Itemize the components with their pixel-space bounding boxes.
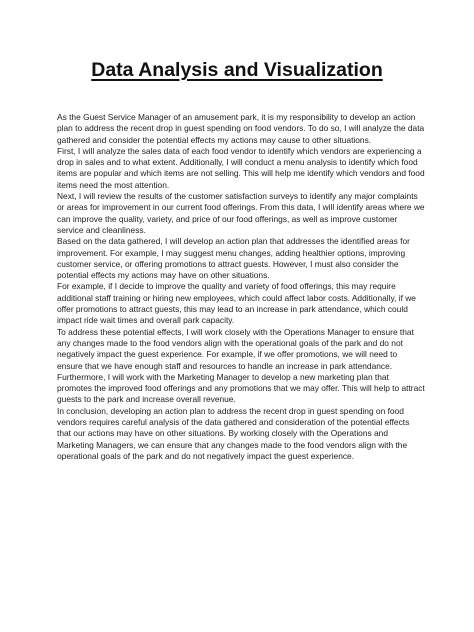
paragraph-survey-review: Next, I will review the results of the customer satisfaction surveys to identify any major complaints or areas for improvement in our current food offerings. From this data, I will identify areas where we can improve the quality, variety, and price of our food offerings, as well as improve customer service and cleanliness. — [57, 191, 425, 235]
document-body — [57, 112, 425, 462]
paragraph-introduction: As the Guest Service Manager of an amusement park, it is my responsibility to develop an action plan to address the recent drop in guest spending on food vendors. To do so, I will analyze the data gathered and consider the potential effects my actions may cause to other situations. — [57, 112, 425, 145]
paragraph-potential-effects: For example, if I decide to improve the quality and variety of food offerings, this may require additional staff training or hiring new employees, which could affect labor costs. Additionally, if we offer promotions to attract guests, this may lead to an increase in park attendance, which could impact ride wait times and overall park capacity. — [57, 281, 416, 326]
document-title: Data Analysis and Visualization — [91, 59, 383, 81]
paragraph-conclusion: In conclusion, developing an action plan to address the recent drop in guest spending on food vendors requires careful analysis of the data gathered and consideration of the potential effects that our actions may have on other situations. By working closely with the Operations and Marketing Managers, we can ensure that any changes made to the food vendors align with the operational goals of the park and do not negatively impact the guest experience. — [57, 405, 410, 461]
paragraph-coordination: To address these potential effects, I will work closely with the Operations Manager to ensure that any changes made to the food vendors align with the operational goals of the park and do not negatively impact the guest experience. For example, if we offer promotions, we will need to ensure that we have enough staff and resources to handle an increase in park attendance. Furthermore, I will work with the Marketing Manager to develop a new marketing plan that promotes the improved food offerings and any promotions that we may offer. This will help to attract guests to the park and increase overall revenue. — [57, 326, 425, 405]
paragraph-action-plan: Based on the data gathered, I will develop an action plan that addresses the identified areas for improvement. For example, I may suggest menu changes, adding healthier options, improving customer service, or offering promotions to attract guests. However, I must also consider the potential effects my actions may have on other situations. — [57, 236, 410, 281]
paragraph-sales-analysis: First, I will analyze the sales data of each food vendor to identify which vendors are experiencing a drop in sales and to what extent. Additionally, I will conduct a menu analysis to identify which food items are popular and which items are not selling. This will help me identify which vendors and food items need the most attention. — [57, 145, 425, 190]
